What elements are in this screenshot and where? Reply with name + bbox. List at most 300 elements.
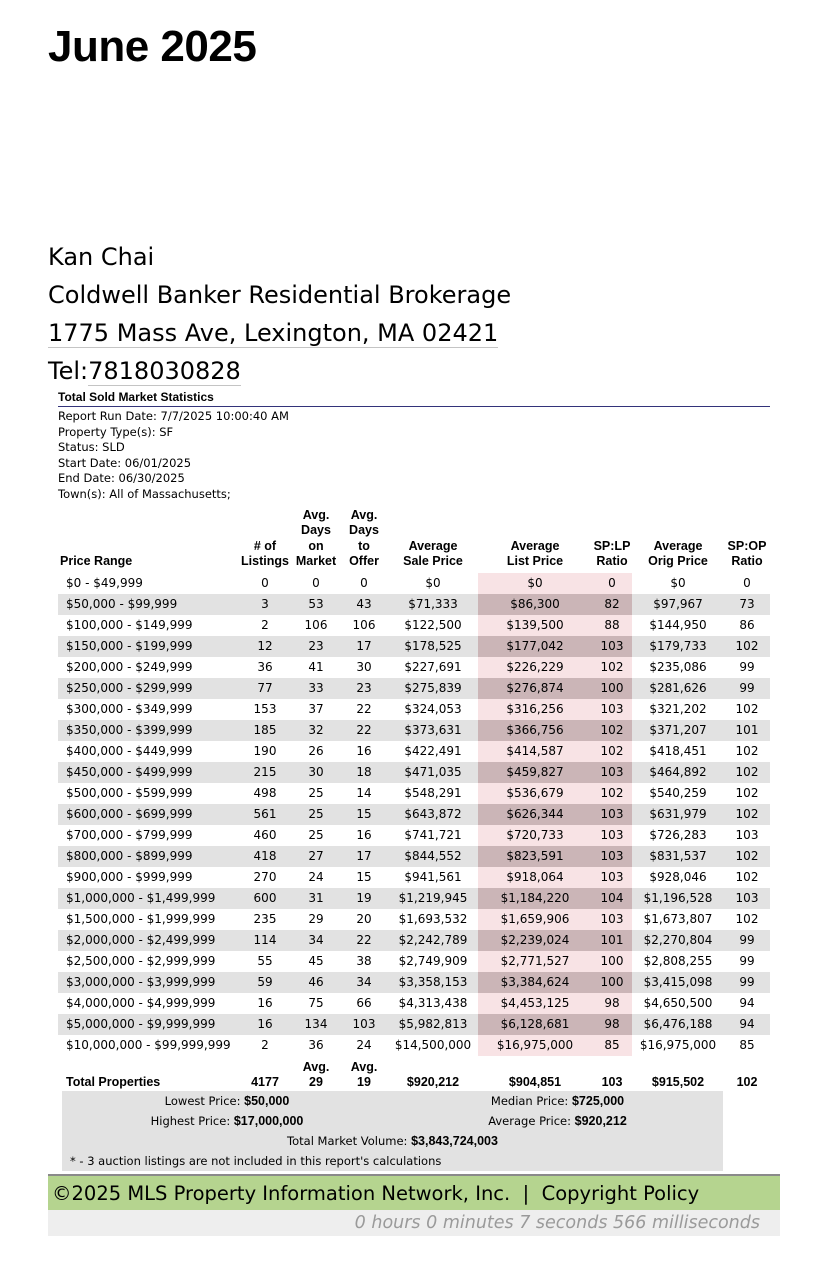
column-header-text: Ratio	[731, 554, 763, 569]
table-cell: 270	[238, 867, 292, 888]
table-cell: 134	[292, 1014, 340, 1035]
table-cell: $3,358,153	[388, 972, 478, 993]
table-cell: $350,000 - $399,999	[58, 720, 238, 741]
footer-separator: |	[522, 1182, 530, 1205]
totals-dom-value: 29	[309, 1074, 323, 1089]
table-cell: $2,242,789	[388, 930, 478, 951]
table-cell: 14	[340, 783, 388, 804]
meta-end-date: End Date: 06/30/2025	[58, 471, 185, 486]
table-cell: 102	[724, 909, 770, 930]
table-cell: $823,591	[478, 846, 592, 867]
table-cell: $178,525	[388, 636, 478, 657]
totals-dto-label: Avg.	[350, 1059, 378, 1074]
table-row	[58, 678, 770, 699]
totals-dom-label: Avg.	[302, 1059, 330, 1074]
table-cell: 38	[340, 951, 388, 972]
table-cell: $450,000 - $499,999	[58, 762, 238, 783]
table-cell: $1,184,220	[478, 888, 592, 909]
totals-avg-sale: $920,212	[406, 1074, 460, 1089]
table-cell: 16	[238, 993, 292, 1014]
agent-company: Coldwell Banker Residential Brokerage	[48, 281, 512, 309]
table-cell: 2	[238, 1035, 292, 1056]
table-cell: 102	[724, 783, 770, 804]
table-cell: $371,207	[632, 720, 724, 741]
column-header-0	[58, 508, 238, 573]
table-cell: 0	[340, 573, 388, 594]
agent-address-link[interactable]: 1775 Mass Ave, Lexington, MA 02421	[48, 319, 499, 347]
table-cell: 102	[592, 657, 632, 678]
copyright-text: ©2025 MLS Property Information Network, Inc.	[52, 1182, 511, 1205]
table-cell: 102	[724, 804, 770, 825]
agent-contact	[48, 238, 511, 390]
table-cell: 25	[292, 804, 340, 825]
column-header-text: to	[358, 538, 370, 553]
copyright-policy-link[interactable]: Copyright Policy	[541, 1182, 700, 1205]
totals-sp-op: 102	[736, 1074, 758, 1089]
average-value: $920,212	[574, 1114, 627, 1128]
column-header-text: Offer	[349, 554, 379, 569]
table-cell: $281,626	[632, 678, 724, 699]
table-cell: $316,256	[478, 699, 592, 720]
table-cell: 103	[340, 1014, 388, 1035]
table-cell: 24	[340, 1035, 388, 1056]
agent-name: Kan Chai	[48, 243, 155, 271]
table-row	[58, 699, 770, 720]
table-cell: 15	[340, 804, 388, 825]
table-cell: $844,552	[388, 846, 478, 867]
table-cell: $0 - $49,999	[58, 573, 238, 594]
summary-median	[392, 1093, 723, 1109]
table-cell: 59	[238, 972, 292, 993]
summary-volume	[62, 1133, 723, 1149]
table-cell: 99	[724, 678, 770, 699]
column-header-text: Average	[653, 538, 703, 553]
page-title: June 2025	[48, 22, 257, 71]
summary-average	[392, 1113, 723, 1129]
table-cell: 99	[724, 951, 770, 972]
table-cell: 29	[292, 909, 340, 930]
table-cell: 185	[238, 720, 292, 741]
table-cell: 24	[292, 867, 340, 888]
table-cell: 100	[592, 678, 632, 699]
table-cell: 16	[340, 741, 388, 762]
meta-towns: Town(s): All of Massachusetts;	[58, 486, 231, 501]
table-cell: 100	[592, 972, 632, 993]
table-row	[58, 762, 770, 783]
table-cell: 85	[592, 1035, 632, 1056]
table-cell: $3,415,098	[632, 972, 724, 993]
table-row	[58, 867, 770, 888]
table-cell: $179,733	[632, 636, 724, 657]
table-cell: $4,453,125	[478, 993, 592, 1014]
table-cell: 103	[592, 804, 632, 825]
table-cell: $414,587	[478, 741, 592, 762]
table-cell: 99	[724, 930, 770, 951]
table-cell: 53	[292, 594, 340, 615]
table-cell: 106	[292, 615, 340, 636]
phone-label: Tel:	[48, 357, 89, 385]
median-label: Median Price:	[490, 1094, 569, 1108]
column-header-1	[238, 508, 292, 573]
table-cell: $275,839	[388, 678, 478, 699]
table-cell: 25	[292, 825, 340, 846]
table-cell: 16	[238, 1014, 292, 1035]
table-row	[58, 615, 770, 636]
table-row	[58, 594, 770, 615]
table-cell: $500,000 - $599,999	[58, 783, 238, 804]
average-label: Average Price:	[488, 1114, 571, 1128]
volume-label: Total Market Volume:	[287, 1134, 408, 1148]
meta-property-type: Property Type(s): SF	[58, 424, 174, 439]
totals-sp-lp: 103	[601, 1074, 623, 1089]
table-cell: $2,808,255	[632, 951, 724, 972]
table-row	[58, 783, 770, 804]
table-cell: $536,679	[478, 783, 592, 804]
table-cell: $250,000 - $299,999	[58, 678, 238, 699]
table-cell: 34	[292, 930, 340, 951]
table-cell: $1,000,000 - $1,499,999	[58, 888, 238, 909]
totals-avg-orig: $915,502	[651, 1074, 705, 1089]
table-header-row	[58, 508, 770, 573]
highest-value: $17,000,000	[233, 1114, 304, 1128]
table-cell: 99	[724, 657, 770, 678]
table-cell: 86	[724, 615, 770, 636]
summary-lowest	[62, 1093, 392, 1109]
column-header-text: Ratio	[596, 554, 628, 569]
median-value: $725,000	[571, 1094, 625, 1108]
table-cell: 33	[292, 678, 340, 699]
summary-box	[62, 1091, 723, 1171]
table-cell: $0	[388, 573, 478, 594]
table-cell: $321,202	[632, 699, 724, 720]
table-cell: $643,872	[388, 804, 478, 825]
table-cell: $14,500,000	[388, 1035, 478, 1056]
table-cell: 30	[292, 762, 340, 783]
table-cell: $366,756	[478, 720, 592, 741]
table-row	[58, 804, 770, 825]
table-cell: 19	[340, 888, 388, 909]
table-cell: 103	[592, 699, 632, 720]
footer-bar	[48, 1174, 780, 1210]
table-cell: $122,500	[388, 615, 478, 636]
table-cell: 0	[592, 573, 632, 594]
stats-table	[58, 508, 770, 1092]
table-cell: 0	[724, 573, 770, 594]
table-row	[58, 951, 770, 972]
table-cell: 103	[724, 888, 770, 909]
table-cell: $177,042	[478, 636, 592, 657]
table-cell: 103	[592, 909, 632, 930]
table-cell: 102	[724, 636, 770, 657]
table-row	[58, 741, 770, 762]
table-cell: $928,046	[632, 867, 724, 888]
column-header-text: # of	[253, 538, 277, 553]
table-cell: 55	[238, 951, 292, 972]
table-cell: $3,384,624	[478, 972, 592, 993]
table-row	[58, 825, 770, 846]
report-meta	[58, 409, 770, 503]
table-cell: 561	[238, 804, 292, 825]
column-header-text: Avg.	[350, 507, 378, 522]
table-cell: $626,344	[478, 804, 592, 825]
column-header-6	[592, 508, 632, 573]
table-cell: $700,000 - $799,999	[58, 825, 238, 846]
table-cell: 88	[592, 615, 632, 636]
table-cell: $300,000 - $349,999	[58, 699, 238, 720]
column-header-5	[478, 508, 592, 573]
table-cell: 25	[292, 783, 340, 804]
column-header-text: Sale Price	[403, 554, 463, 569]
table-cell: $2,500,000 - $2,999,999	[58, 951, 238, 972]
column-header-3	[340, 508, 388, 573]
column-header-text: Price Range	[60, 554, 133, 569]
table-cell: 103	[592, 867, 632, 888]
table-cell: $3,000,000 - $3,999,999	[58, 972, 238, 993]
table-cell: 37	[292, 699, 340, 720]
column-header-text: Days	[349, 523, 379, 538]
table-cell: 82	[592, 594, 632, 615]
column-header-text: Avg.	[302, 507, 330, 522]
column-header-text: Days	[301, 523, 331, 538]
table-cell: $631,979	[632, 804, 724, 825]
table-cell: $150,000 - $199,999	[58, 636, 238, 657]
table-cell: 98	[592, 993, 632, 1014]
table-cell: 106	[340, 615, 388, 636]
table-cell: 102	[592, 741, 632, 762]
table-cell: 102	[724, 699, 770, 720]
table-cell: 73	[724, 594, 770, 615]
table-cell: $831,537	[632, 846, 724, 867]
column-header-7	[632, 508, 724, 573]
table-cell: $2,270,804	[632, 930, 724, 951]
table-cell: 94	[724, 1014, 770, 1035]
table-cell: $50,000 - $99,999	[58, 594, 238, 615]
table-cell: 100	[592, 951, 632, 972]
table-cell: $1,693,532	[388, 909, 478, 930]
table-cell: $941,561	[388, 867, 478, 888]
table-cell: $16,975,000	[478, 1035, 592, 1056]
table-cell: 66	[340, 993, 388, 1014]
table-cell: $720,733	[478, 825, 592, 846]
table-cell: $726,283	[632, 825, 724, 846]
table-cell: 85	[724, 1035, 770, 1056]
table-cell: 43	[340, 594, 388, 615]
table-cell: 22	[340, 720, 388, 741]
table-cell: 34	[340, 972, 388, 993]
table-cell: $1,673,807	[632, 909, 724, 930]
table-cell: $459,827	[478, 762, 592, 783]
table-cell: 46	[292, 972, 340, 993]
table-cell: 2	[238, 615, 292, 636]
table-row	[58, 1035, 770, 1056]
lowest-label: Lowest Price:	[164, 1094, 241, 1108]
table-cell: $226,229	[478, 657, 592, 678]
table-cell: $741,721	[388, 825, 478, 846]
table-cell: 41	[292, 657, 340, 678]
table-cell: 36	[292, 1035, 340, 1056]
lowest-value: $50,000	[244, 1094, 290, 1108]
table-cell: 3	[238, 594, 292, 615]
table-cell: 102	[724, 867, 770, 888]
column-header-text: SP:OP	[727, 538, 767, 553]
table-cell: $200,000 - $249,999	[58, 657, 238, 678]
table-cell: $540,259	[632, 783, 724, 804]
table-cell: $6,128,681	[478, 1014, 592, 1035]
table-cell: 94	[724, 993, 770, 1014]
table-cell: 103	[592, 762, 632, 783]
table-row	[58, 720, 770, 741]
table-cell: 75	[292, 993, 340, 1014]
table-cell: $4,650,500	[632, 993, 724, 1014]
volume-value: $3,843,724,003	[411, 1134, 498, 1148]
table-cell: 103	[592, 636, 632, 657]
table-cell: $464,892	[632, 762, 724, 783]
table-cell: $471,035	[388, 762, 478, 783]
table-cell: $2,239,024	[478, 930, 592, 951]
table-cell: $5,982,813	[388, 1014, 478, 1035]
table-cell: $235,086	[632, 657, 724, 678]
table-cell: 23	[292, 636, 340, 657]
table-cell: 12	[238, 636, 292, 657]
table-cell: $918,064	[478, 867, 592, 888]
table-cell: $16,975,000	[632, 1035, 724, 1056]
table-cell: $418,451	[632, 741, 724, 762]
table-cell: $1,219,945	[388, 888, 478, 909]
table-cell: 190	[238, 741, 292, 762]
table-cell: 0	[292, 573, 340, 594]
table-cell: $0	[632, 573, 724, 594]
totals-avg-list: $904,851	[508, 1074, 562, 1089]
table-cell: $600,000 - $699,999	[58, 804, 238, 825]
table-cell: $900,000 - $999,999	[58, 867, 238, 888]
column-header-text: Average	[510, 538, 560, 553]
table-cell: $4,313,438	[388, 993, 478, 1014]
table-cell: 30	[340, 657, 388, 678]
table-cell: $400,000 - $449,999	[58, 741, 238, 762]
market-report	[58, 390, 770, 1092]
table-cell: 27	[292, 846, 340, 867]
table-cell: 460	[238, 825, 292, 846]
render-timing: 0 hours 0 minutes 7 seconds 566 milliseconds	[48, 1210, 780, 1236]
column-header-8	[724, 508, 770, 573]
table-cell: 32	[292, 720, 340, 741]
table-cell: 114	[238, 930, 292, 951]
table-row	[58, 909, 770, 930]
table-cell: 104	[592, 888, 632, 909]
table-cell: $373,631	[388, 720, 478, 741]
table-cell: $1,659,906	[478, 909, 592, 930]
table-cell: $97,967	[632, 594, 724, 615]
table-row	[58, 636, 770, 657]
highest-label: Highest Price:	[150, 1114, 231, 1128]
table-cell: 102	[724, 741, 770, 762]
column-header-text: SP:LP	[593, 538, 631, 553]
table-row	[58, 972, 770, 993]
meta-run-date: Report Run Date: 7/7/2025 10:00:40 AM	[58, 409, 289, 423]
meta-status: Status: SLD	[58, 440, 125, 455]
table-cell: $86,300	[478, 594, 592, 615]
table-cell: $6,476,188	[632, 1014, 724, 1035]
table-cell: 153	[238, 699, 292, 720]
table-cell: $548,291	[388, 783, 478, 804]
table-cell: 498	[238, 783, 292, 804]
column-header-text: on	[308, 538, 324, 553]
table-cell: 22	[340, 699, 388, 720]
column-header-2	[292, 508, 340, 573]
table-cell: $276,874	[478, 678, 592, 699]
table-cell: 45	[292, 951, 340, 972]
table-cell: $2,000,000 - $2,499,999	[58, 930, 238, 951]
table-cell: $422,491	[388, 741, 478, 762]
table-cell: $2,749,909	[388, 951, 478, 972]
table-cell: $144,950	[632, 615, 724, 636]
table-cell: $2,771,527	[478, 951, 592, 972]
table-cell: $0	[478, 573, 592, 594]
column-header-text: Average	[408, 538, 458, 553]
totals-dom	[292, 1056, 340, 1092]
table-cell: 23	[340, 678, 388, 699]
meta-start-date: Start Date: 06/01/2025	[58, 455, 192, 470]
table-row	[58, 930, 770, 951]
table-cell: 103	[592, 846, 632, 867]
table-cell: 102	[724, 762, 770, 783]
table-cell: 18	[340, 762, 388, 783]
column-header-4	[388, 508, 478, 573]
table-cell: 235	[238, 909, 292, 930]
totals-listings: 4177	[251, 1074, 279, 1089]
table-cell: 102	[724, 846, 770, 867]
summary-highest	[62, 1113, 392, 1129]
column-header-text: Listings	[241, 554, 289, 569]
column-header-text: Orig Price	[648, 554, 708, 569]
table-cell: 20	[340, 909, 388, 930]
column-header-text: List Price	[506, 554, 564, 569]
totals-dto	[340, 1056, 388, 1092]
table-cell: 17	[340, 636, 388, 657]
table-cell: $1,500,000 - $1,999,999	[58, 909, 238, 930]
table-cell: $800,000 - $899,999	[58, 846, 238, 867]
table-cell: $1,196,528	[632, 888, 724, 909]
table-cell: 103	[592, 825, 632, 846]
table-cell: 31	[292, 888, 340, 909]
table-cell: $324,053	[388, 699, 478, 720]
table-cell: 418	[238, 846, 292, 867]
table-cell: $4,000,000 - $4,999,999	[58, 993, 238, 1014]
table-cell: 600	[238, 888, 292, 909]
totals-row	[58, 1056, 770, 1092]
table-cell: 22	[340, 930, 388, 951]
table-cell: $139,500	[478, 615, 592, 636]
table-row	[58, 1014, 770, 1035]
table-row	[58, 846, 770, 867]
totals-label: Total Properties	[66, 1074, 161, 1089]
table-cell: 101	[592, 930, 632, 951]
table-cell: 98	[592, 1014, 632, 1035]
table-row	[58, 888, 770, 909]
table-cell: 15	[340, 867, 388, 888]
agent-phone-link[interactable]: 7818030828	[88, 357, 241, 385]
table-cell: 0	[238, 573, 292, 594]
table-cell: 102	[592, 783, 632, 804]
report-title: Total Sold Market Statistics	[58, 390, 770, 407]
table-cell: 17	[340, 846, 388, 867]
table-cell: 99	[724, 972, 770, 993]
table-cell: 102	[592, 720, 632, 741]
table-cell: 215	[238, 762, 292, 783]
table-cell: $227,691	[388, 657, 478, 678]
table-cell: 77	[238, 678, 292, 699]
table-cell: 36	[238, 657, 292, 678]
